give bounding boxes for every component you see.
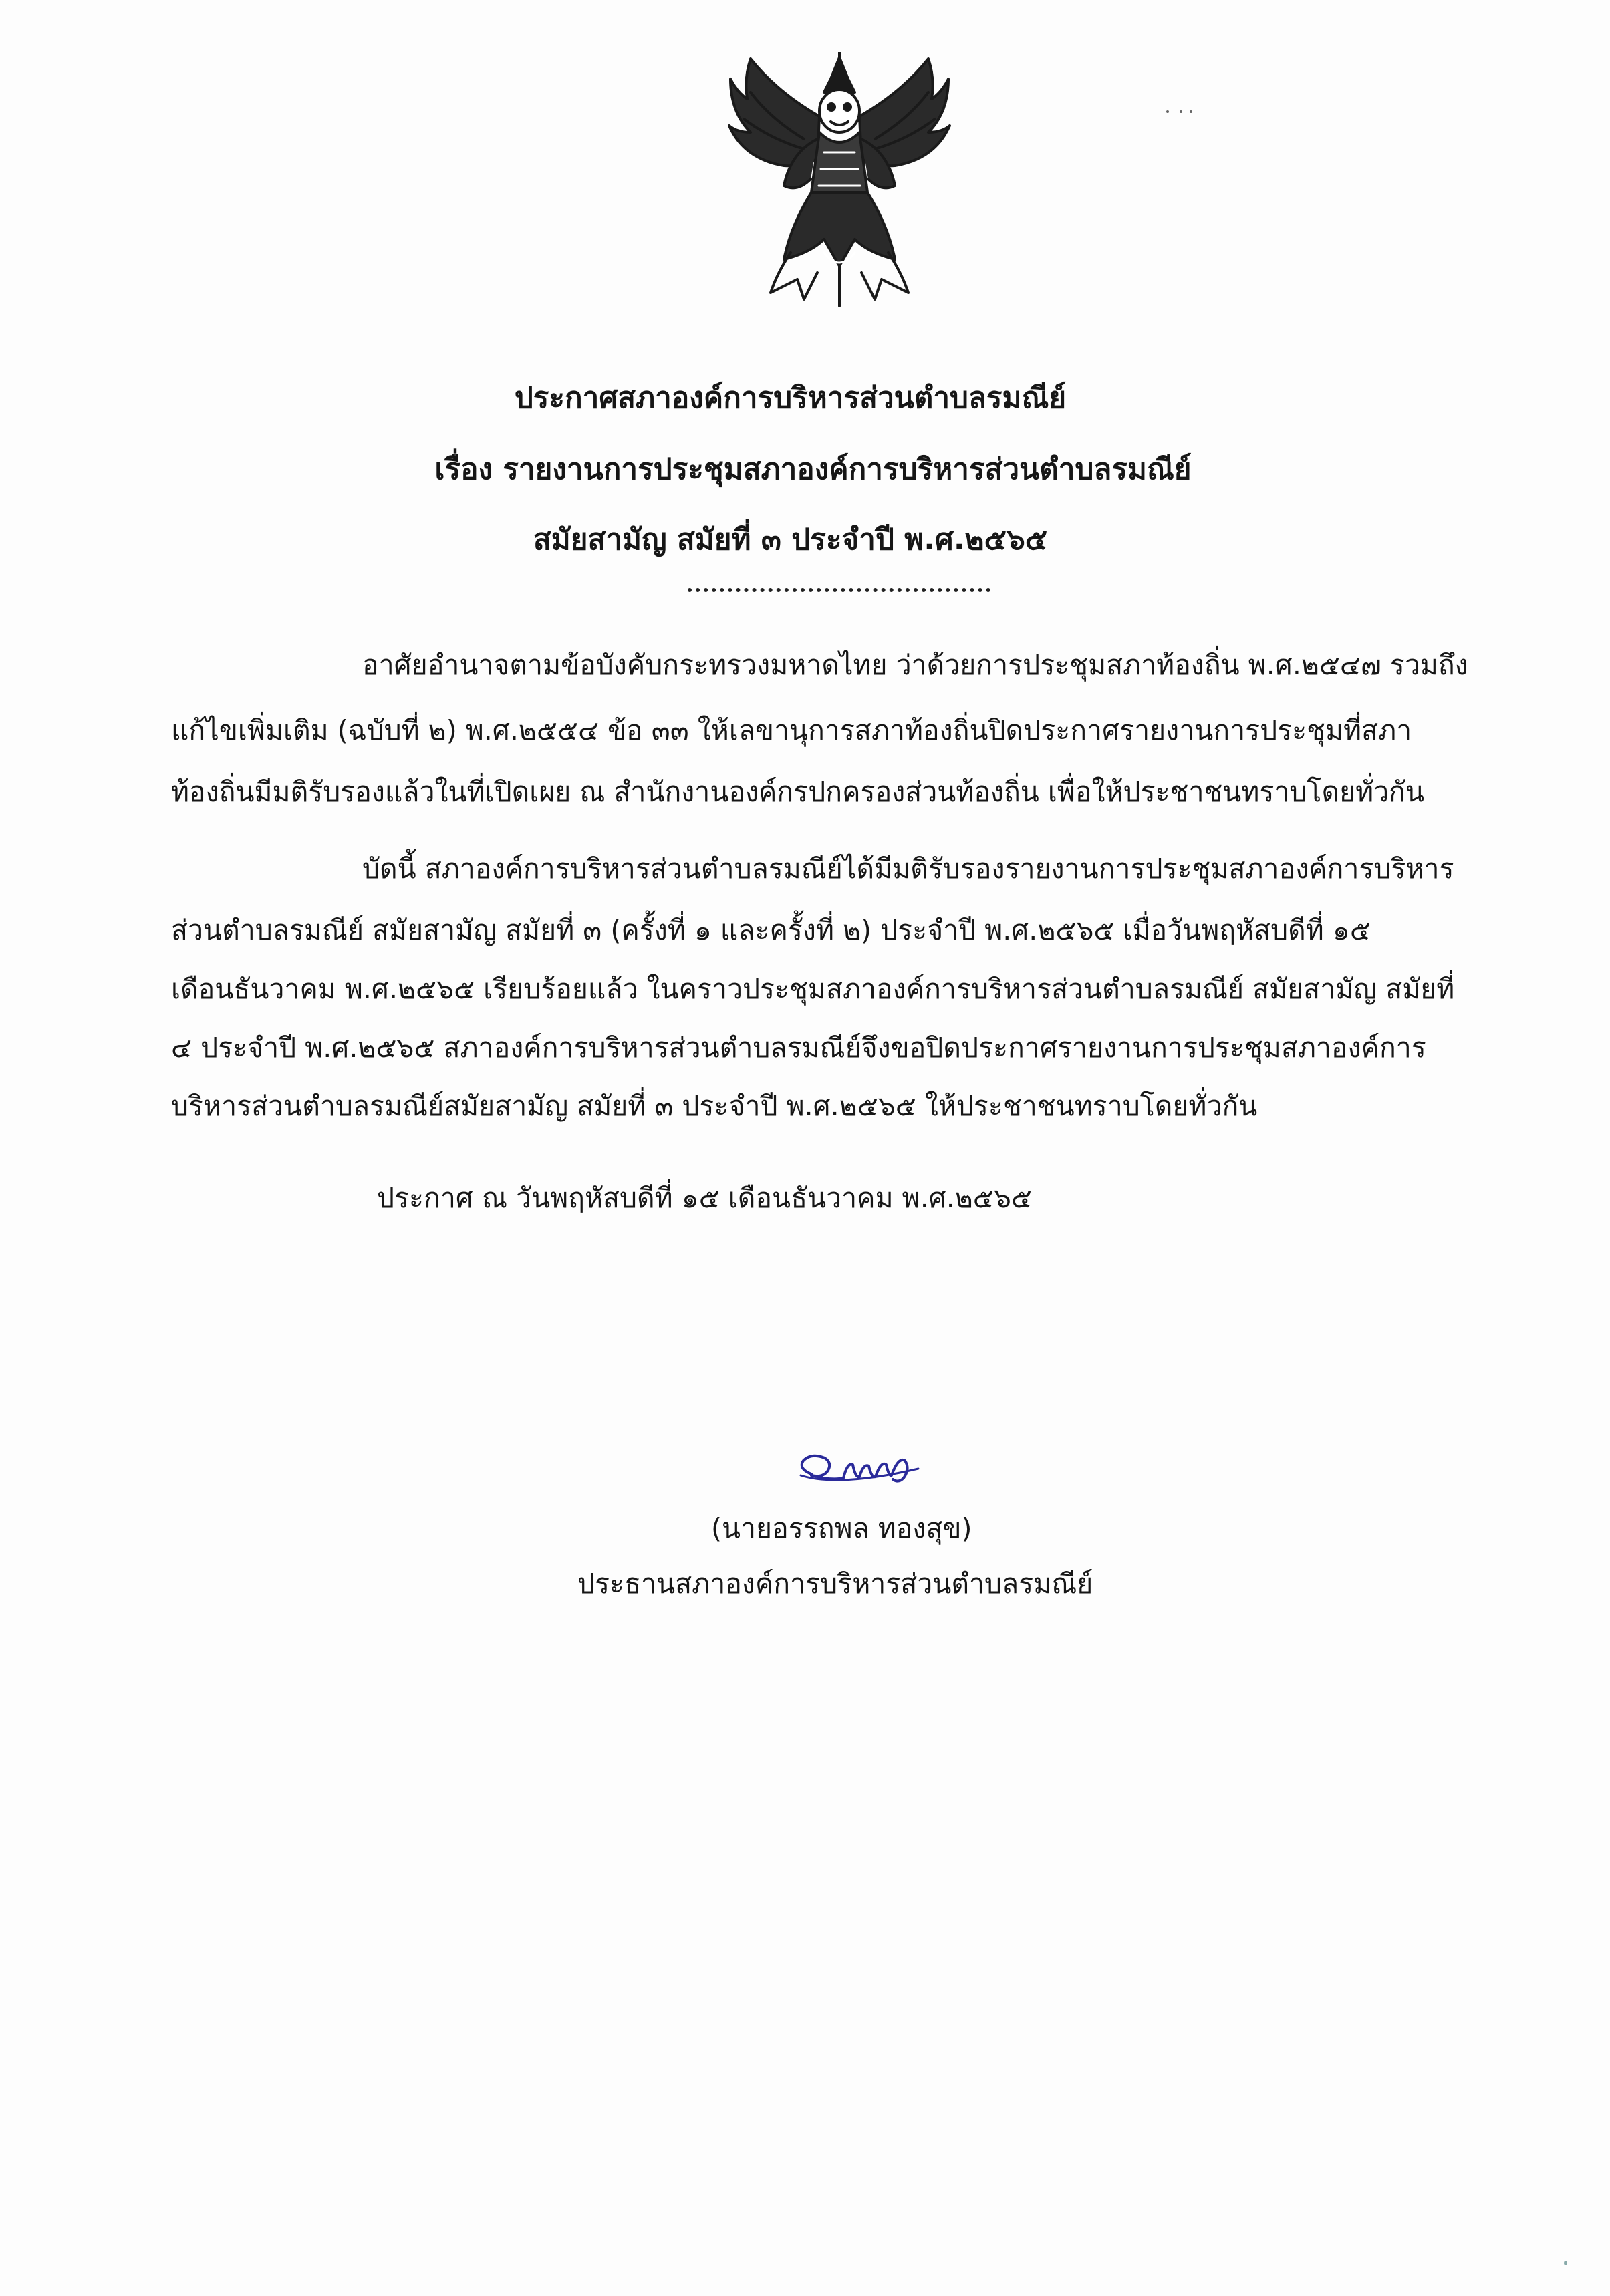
signatory-position: ประธานสภาองค์การบริหารส่วนตำบลรมณีย์ [577,1568,1093,1600]
scan-speck [1180,110,1182,113]
announcement-title: ประกาศสภาองค์การบริหารส่วนตำบลรมณีย์ [514,381,1067,415]
body-paragraph-line: อาศัยอำนาจตามข้อบังคับกระทรวงมหาดไทย ว่าด้วยการประชุมสภาท้องถิ่น พ.ศ.๒๕๔๗ รวมถึง [362,649,1468,681]
announcement-session: สมัยสามัญ สมัยที่ ๓ ประจำปี พ.ศ.๒๕๖๕ [533,523,1048,557]
body-paragraph-line: เดือนธันวาคม พ.ศ.๒๕๖๕ เรียบร้อยแล้ว ในคราวประชุมสภาองค์การบริหารส่วนตำบลรมณีย์ สมัยสามัญ สมัยที่ [171,973,1455,1005]
body-paragraph-line: ท้องถิ่นมีมติรับรองแล้วในที่เปิดเผย ณ สำนักงานองค์กรปกครองส่วนท้องถิ่น เพื่อให้ประชาชนทราบโดยทั่วกัน [171,776,1424,808]
handwritten-signature [791,1449,932,1497]
signatory-name: (นายอรรถพล ทองสุข) [711,1512,972,1544]
scan-speck [1190,110,1192,113]
body-paragraph-line: ส่วนตำบลรมณีย์ สมัยสามัญ สมัยที่ ๓ (ครั้งที่ ๑ และครั้งที่ ๒) ประจำปี พ.ศ.๒๕๖๕ เมื่อวันพฤหัสบดีที่ ๑๕ [171,914,1371,946]
garuda-emblem-icon [724,52,955,307]
dotted-divider [688,588,990,592]
body-paragraph-line: บัดนี้ สภาองค์การบริหารส่วนตำบลรมณีย์ได้มีมติรับรองรายงานการประชุมสภาองค์การบริหาร [362,853,1454,885]
announcement-date: ประกาศ ณ วันพฤหัสบดีที่ ๑๕ เดือนธันวาคม พ.ศ.๒๕๖๕ [377,1182,1032,1214]
scan-speck [1166,110,1169,113]
body-paragraph-line: ๔ ประจำปี พ.ศ.๒๕๖๕ สภาองค์การบริหารส่วนตำบลรมณีย์จึงขอปิดประกาศรายงานการประชุมสภาองค์การ [171,1032,1426,1064]
scan-speck [1564,2261,1567,2265]
body-paragraph-line: แก้ไขเพิ่มเติม (ฉบับที่ ๒) พ.ศ.๒๕๕๔ ข้อ ๓๓ ให้เลขานุการสภาท้องถิ่นปิดประกาศรายงานการประชุมที่สภา [171,714,1412,746]
announcement-subject: เรื่อง รายงานการประชุมสภาองค์การบริหารส่วนตำบลรมณีย์ [434,452,1192,486]
body-paragraph-line: บริหารส่วนตำบลรมณีย์สมัยสามัญ สมัยที่ ๓ ประจำปี พ.ศ.๒๕๖๕ ให้ประชาชนทราบโดยทั่วกัน [171,1090,1258,1122]
